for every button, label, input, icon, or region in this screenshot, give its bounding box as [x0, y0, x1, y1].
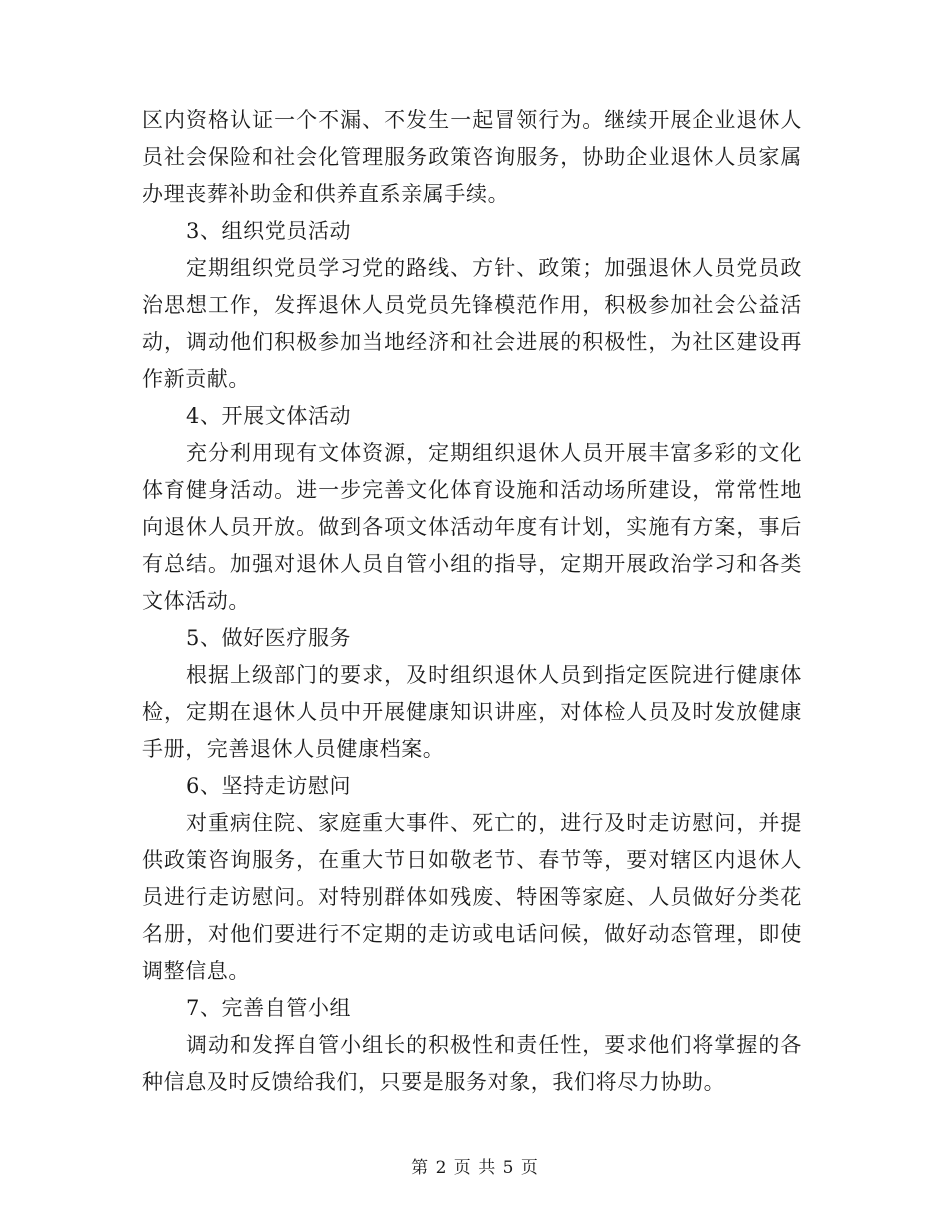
section-body-7: 调动和发挥自管小组长的积极性和责任性，要求他们将掌握的各种信息及时反馈给我们，只要是服务对象，我们将尽力协助。 — [142, 1033, 802, 1094]
section-heading-6: 6、坚持走访慰问 — [186, 774, 352, 798]
section-heading-7: 7、完善自管小组 — [186, 996, 352, 1020]
section-body-3: 定期组织党员学习党的路线、方针、政策；加强退休人员党员政治思想工作，发挥退休人员党员先锋模范作用，积极参加社会公益活动，调动他们积极参加当地经济和社会进展的积极性，为社区建设再作新贡献。 — [142, 256, 802, 391]
section-heading-3: 3、组织党员活动 — [186, 219, 352, 243]
section-body-6: 对重病住院、家庭重大事件、死亡的，进行及时走访慰问，并提供政策咨询服务，在重大节日如敬老节、春节等，要对辖区内退休人员进行走访慰问。对特别群体如残废、特困等家庭、人员做好分类花名册，对他们要进行不定期的走访或电话问候，做好动态管理，即使调整信息。 — [142, 811, 802, 983]
document-page — [142, 102, 802, 1101]
section-body-4: 充分利用现有文体资源，定期组织退休人员开展丰富多彩的文化体育健身活动。进一步完善文化体育设施和活动场所建设，常常性地向退休人员开放。做到各项文体活动年度有计划，实施有方案，事后有总结。加强对退休人员自管小组的指导，定期开展政治学习和各类文体活动。 — [142, 441, 802, 613]
intro-paragraph: 区内资格认证一个不漏、不发生一起冒领行为。继续开展企业退休人员社会保险和社会化管理服务政策咨询服务，协助企业退休人员家属办理丧葬补助金和供养直系亲属手续。 — [142, 108, 802, 206]
section-body-5: 根据上级部门的要求，及时组织退休人员到指定医院进行健康体检，定期在退休人员中开展健康知识讲座，对体检人员及时发放健康手册，完善退休人员健康档案。 — [142, 663, 802, 761]
section-heading-5: 5、做好医疗服务 — [186, 626, 352, 650]
page-number-footer: 第 2 页 共 5 页 — [411, 1158, 539, 1178]
section-heading-4: 4、开展文体活动 — [186, 404, 352, 428]
